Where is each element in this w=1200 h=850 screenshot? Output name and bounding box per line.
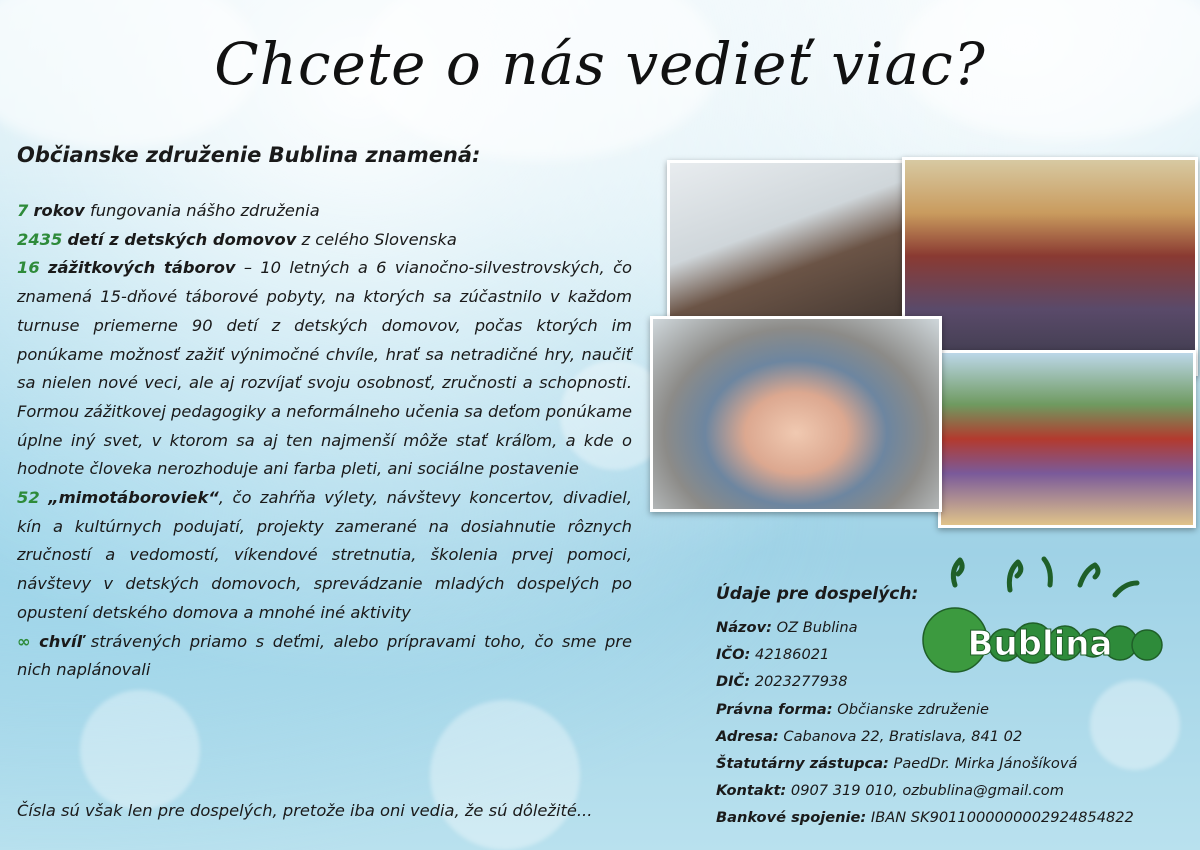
info-title: Údaje pre dospelých:	[716, 584, 919, 604]
info-value: 0907 319 010, ozbublina@gmail.com	[786, 782, 1064, 800]
fact-keyword: zážitkových táborov	[48, 258, 236, 278]
info-label: Bankové spojenie:	[716, 809, 867, 827]
info-label: Štatutárny zástupca:	[716, 755, 889, 773]
photo-child-with-hat	[650, 316, 942, 512]
info-label: IČO:	[716, 646, 751, 664]
info-row-name	[716, 614, 1134, 641]
fact-item	[17, 628, 632, 685]
info-value: 42186021	[750, 646, 830, 664]
fact-text: z celého Slovenska	[296, 229, 457, 249]
info-row-address	[716, 723, 1134, 750]
fact-text: fungovania nášho združenia	[84, 201, 320, 220]
fact-keyword: „mimotáboroviek“	[48, 488, 219, 508]
fact-number: 7	[17, 201, 29, 220]
info-value: IBAN SK9011000000002924854822	[866, 809, 1134, 827]
photo-costumed-group	[938, 350, 1196, 528]
info-value: Občianske združenie	[832, 700, 990, 718]
closing-note: Čísla sú však len pre dospelých, pretože iba oni vedia, že sú dôležité...	[17, 801, 593, 820]
info-value: PaedDr. Mirka Jánošíková	[888, 755, 1078, 773]
fact-number: ∞	[17, 631, 31, 651]
photo-kids-in-snow	[667, 160, 907, 336]
fact-text: – 10 letných a 6 vianočno-silvestrovských, čo znamená 15-dňové táborové pobyty, na ktorých sa zúčastnilo v každom turnuse priemerne 90 detí z detských domovov, počas ktorých im ponúkame možnosť zažiť výnimočné chvíle, hrať sa netradičné hry, naučiť sa nielen nové veci, ale aj rozvíjať svoju osobnosť, zručnosti a schopnosti. Formou zážitkovej pedagogiky a neformálneho učenia sa deťom ponúkame úplne iný svet, v ktorom sa aj ten najmenší môže stať kráľom, a kde o hodnote človeka nerozhoduje ani farba pleti, ani sociálne postavenie	[17, 258, 632, 479]
fact-text: strávených priamo s deťmi, alebo prípravami toho, čo sme pre nich naplánovali	[17, 631, 632, 680]
bokeh-light	[80, 690, 200, 810]
info-label: Právna forma:	[716, 700, 833, 718]
info-row-statutory	[716, 750, 1134, 777]
info-label: Názov:	[716, 619, 772, 636]
info-row-dic	[716, 668, 1134, 695]
info-value: OZ Bublina	[771, 619, 858, 636]
info-value: 2023277938	[750, 673, 848, 691]
fact-keyword: detí z detských domovov	[67, 229, 297, 249]
info-row-contact	[716, 777, 1134, 804]
fact-item	[17, 226, 632, 255]
info-block	[716, 614, 1134, 832]
photo-group-indoor	[902, 157, 1198, 376]
bokeh-light	[430, 700, 580, 850]
fact-number: 16	[17, 258, 40, 278]
fact-number: 2435	[17, 229, 63, 249]
logo-text: Bublina	[967, 624, 1113, 664]
fact-number: 52	[17, 488, 40, 508]
info-label: Kontakt:	[716, 782, 787, 800]
fact-text: , čo zahŕňa výlety, návštevy koncertov, divadiel, kín a kultúrnych podujatí, projekty zamerané na dosiahnutie rôznych zručností a vedomostí, víkendové stretnutia, školenia prvej pomoci, návštevy v detských domovoch, sprevádzanie mladých dospelých po opustení detského domova a mnohé iné aktivity	[17, 488, 632, 622]
info-value: Cabanova 22, Bratislava, 841 02	[778, 727, 1023, 745]
info-row-legal-form	[716, 696, 1134, 723]
fact-keyword: chvíľ	[39, 631, 83, 651]
section-subtitle: Občianske združenie Bublina znamená:	[17, 143, 481, 167]
info-row-ico	[716, 641, 1134, 668]
page-title: Chcete o nás vedieť viac?	[214, 30, 986, 98]
fact-item	[17, 254, 632, 484]
info-label: Adresa:	[716, 727, 779, 745]
fact-item	[17, 484, 632, 628]
facts-list	[17, 197, 632, 685]
info-label: DIČ:	[716, 673, 751, 691]
fact-item	[17, 197, 632, 226]
fact-keyword: rokov	[33, 201, 85, 220]
info-row-bank	[716, 804, 1134, 831]
